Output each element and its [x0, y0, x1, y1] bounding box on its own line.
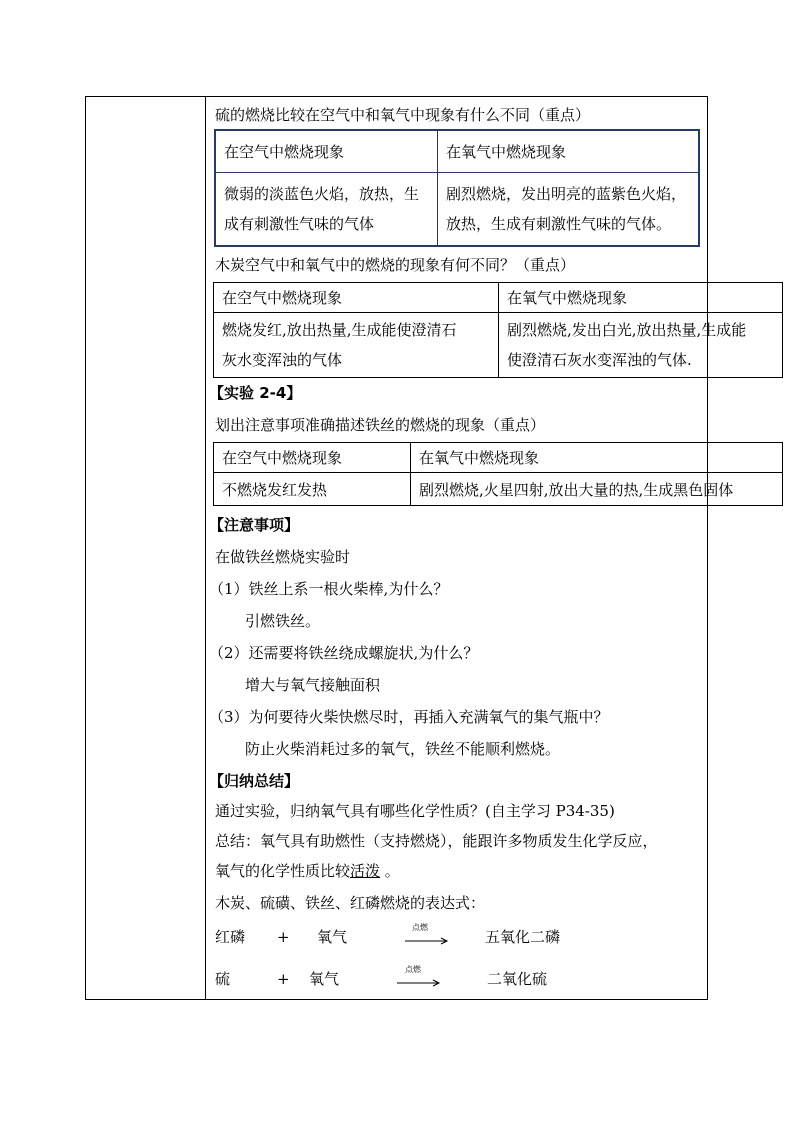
notes-q3: （3）为何要待火柴快燃尽时，再插入充满氧气的集气瓶中？ — [209, 708, 609, 726]
notes-a1: 引燃铁丝。 — [245, 612, 321, 630]
left-column — [86, 97, 206, 999]
sulfur-air-line1: 微弱的淡蓝色火焰，放热，生 — [224, 184, 420, 203]
eq1-arrow-icon — [403, 931, 451, 951]
summary-line2: 总结：氧气具有助燃性（支持燃烧），能跟许多物质发生化学反应， — [215, 832, 658, 850]
sulfur-air-line2: 成有刺激性气味的气体 — [224, 214, 375, 233]
notes-q1: （1）铁丝上系一根火柴棒,为什么？ — [209, 580, 449, 598]
sulfur-table — [214, 129, 700, 247]
notes-title: 【注意事项】 — [209, 516, 300, 534]
sulfur-col-oxygen: 在氧气中燃烧现象 — [438, 130, 700, 172]
charcoal-air-cell — [214, 313, 499, 378]
summary-line3-prefix: 氧气的化学性质比较 — [215, 862, 351, 880]
iron-air-cell: 不燃烧发红发热 — [214, 473, 411, 506]
charcoal-air-line1: 燃烧发红,放出热量,生成能使澄清石 — [222, 321, 457, 339]
charcoal-oxy-line2: 使澄清石灰水变浑浊的气体. — [507, 351, 692, 369]
sulfur-oxygen-cell — [438, 172, 700, 246]
iron-col-oxygen: 在氧气中燃烧现象 — [411, 443, 783, 473]
sulfur-oxy-line2: 放热，生成有刺激性气味的气体。 — [446, 214, 672, 233]
summary-title: 【归纳总结】 — [209, 772, 300, 790]
sulfur-heading: 硫的燃烧比较在空气中和氧气中现象有什么不同（重点） — [215, 106, 591, 124]
eq1-reactant: 红磷 — [215, 928, 246, 946]
eq1-condition: 点燃 — [412, 923, 428, 932]
charcoal-col-oxygen: 在氧气中燃烧现象 — [499, 283, 783, 313]
sulfur-oxy-line1: 剧烈燃烧，发出明亮的蓝紫色火焰， — [446, 184, 687, 203]
eq1-plus: + — [277, 928, 290, 946]
notes-q2: （2）还需要将铁丝绕成螺旋状,为什么？ — [209, 644, 479, 662]
eq1-oxygen: 氧气 — [317, 928, 348, 946]
experiment-title: 【实验 2-4】 — [209, 384, 302, 402]
eq2-product: 二氧化硫 — [487, 970, 548, 988]
eq2-oxygen: 氧气 — [309, 970, 340, 988]
sulfur-air-cell — [215, 172, 438, 246]
summary-line3-suffix: 。 — [380, 862, 400, 880]
content-column — [207, 97, 747, 999]
iron-table — [213, 442, 783, 506]
summary-line4: 木炭、硫磺、铁丝、红磷燃烧的表达式： — [215, 894, 486, 912]
summary-line1: 通过实验，归纳氧气具有哪些化学性质？(自主学习 P34-35) — [215, 802, 615, 820]
eq2-condition: 点燃 — [405, 965, 421, 974]
charcoal-oxygen-cell — [499, 313, 783, 378]
iron-oxygen-cell: 剧烈燃烧,火星四射,放出大量的热,生成黑色固体 — [411, 473, 783, 506]
eq2-arrow-icon — [395, 973, 443, 993]
notes-a3: 防止火柴消耗过多的氧气，铁丝不能顺利燃烧。 — [245, 740, 561, 758]
outer-table — [85, 96, 747, 1000]
charcoal-heading: 木炭空气中和氧气中的燃烧的现象有何不同？（重点） — [215, 256, 576, 274]
sulfur-col-air: 在空气中燃烧现象 — [215, 130, 438, 172]
notes-a2: 增大与氧气接触面积 — [245, 676, 381, 694]
summary-line3 — [215, 861, 400, 881]
eq2-plus: + — [277, 970, 290, 988]
eq2-reactant: 硫 — [215, 970, 231, 988]
charcoal-table — [213, 282, 783, 378]
experiment-heading: 划出注意事项准确描述铁丝的燃烧的现象（重点） — [215, 416, 546, 434]
iron-col-air: 在空气中燃烧现象 — [214, 443, 411, 473]
charcoal-col-air: 在空气中燃烧现象 — [214, 283, 499, 313]
charcoal-air-line2: 灰水变浑浊的气体 — [222, 351, 343, 369]
notes-intro: 在做铁丝燃烧实验时 — [215, 548, 351, 566]
charcoal-oxy-line1: 剧烈燃烧,发出白光,放出热量,生成能 — [507, 321, 747, 339]
eq1-product: 五氧化二磷 — [485, 928, 561, 946]
summary-answer-underlined: 活泼 — [350, 862, 381, 880]
